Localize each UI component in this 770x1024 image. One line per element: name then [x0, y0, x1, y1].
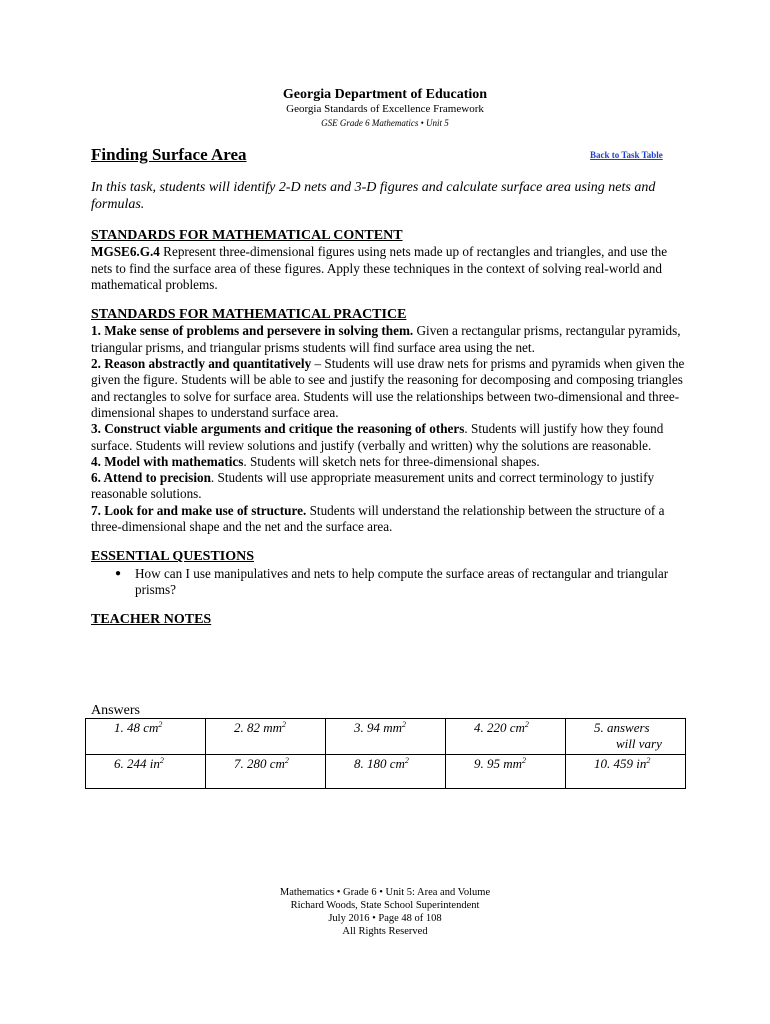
answers-row: [86, 719, 686, 755]
answer-cell: [566, 755, 686, 789]
practice-standard-separator: .: [464, 421, 471, 437]
practice-standard-label: 7. Look for and make use of structure.: [91, 502, 307, 518]
answer-text: 9. 95 mm: [474, 756, 523, 771]
answer-exponent: 2: [646, 756, 651, 765]
practice-standard-label: 4. Model with mathematics: [91, 453, 244, 469]
answer-exponent: 2: [282, 720, 287, 729]
practice-standard-text: Students will sketch nets for three-dimensional shapes.: [249, 453, 540, 469]
framework-title: Georgia Standards of Excellence Framework: [286, 103, 484, 115]
practice-standard-text: Students will use appropriate measurement units and correct terminology to justify reasonable solutions.: [91, 470, 655, 502]
task-intro: In this task, students will identify 2-D nets and 3-D figures and calculate surface area using nets and formulas.: [91, 180, 656, 212]
content-standards-heading: STANDARDS FOR MATHEMATICAL CONTENT: [91, 228, 403, 243]
answer-cell: [566, 719, 686, 755]
practice-standard-label: 1. Make sense of problems and persevere in solving them.: [91, 323, 414, 339]
answer-text: 4. 220 cm: [474, 720, 525, 735]
answer-cell: [326, 755, 446, 789]
answer-cell: [446, 719, 566, 755]
answer-text: 3. 94 mm: [354, 720, 403, 735]
answer-exponent: 2: [402, 720, 407, 729]
answer-value: [114, 756, 201, 772]
essential-question-text: How can I use manipulatives and nets to help compute the surface areas of rectangular and triangular prisms?: [135, 565, 669, 597]
practice-standard-item: [91, 503, 691, 536]
answer-cell: [86, 719, 206, 755]
answer-text: 5. answers: [594, 720, 650, 735]
answer-value: [234, 720, 321, 736]
practice-standard-item: [91, 356, 691, 421]
practice-standard-separator: .: [210, 470, 218, 486]
answer-text: 7. 280 cm: [234, 756, 285, 771]
answer-value: [474, 756, 561, 772]
answer-cell: [206, 719, 326, 755]
answer-exponent: 2: [524, 720, 529, 729]
practice-standard-separator: .: [243, 453, 250, 469]
footer-line-3: July 2016 • Page 48 of 108: [328, 913, 442, 924]
standard-code: MGSE6.G.4: [91, 244, 160, 260]
content-standard: [91, 244, 691, 293]
document-org: Georgia Department of Education: [282, 87, 488, 102]
practice-standards-heading: STANDARDS FOR MATHEMATICAL PRACTICE: [91, 307, 407, 323]
bullet-icon: ●: [115, 567, 122, 579]
answer-exponent: 2: [404, 756, 409, 765]
answer-value: [114, 720, 201, 736]
practice-standard-text: Students will justify how they found surface. Students will review solutions and justify (verbally and written) why the solutions are reasonable.: [91, 421, 664, 453]
answer-value: [354, 720, 441, 736]
unit-line: GSE Grade 6 Mathematics • Unit 5: [321, 118, 449, 128]
answer-value: [594, 756, 681, 772]
answer-value: [354, 756, 441, 772]
answer-text: 2. 82 mm: [234, 720, 283, 735]
answers-table: [85, 718, 686, 789]
answer-exponent: 2: [159, 756, 164, 765]
answer-cell: [86, 755, 206, 789]
footer-line-1: Mathematics • Grade 6 • Unit 5: Area and Volume: [279, 887, 491, 898]
answer-cell: [446, 755, 566, 789]
answer-exponent: 2: [522, 756, 527, 765]
practice-standard-text: Given a rectangular prisms, rectangular pyramids, triangular prisms, and triangular prisms students will find surface area using the net.: [91, 323, 681, 355]
answers-row: [86, 755, 686, 789]
answer-value: [474, 720, 561, 736]
answer-text: 1. 48 cm: [114, 720, 159, 735]
teacher-notes-heading: TEACHER NOTES: [91, 612, 212, 628]
answer-value: [594, 720, 681, 736]
page-footer: [0, 886, 770, 938]
main-content: [91, 228, 691, 629]
practice-standard-text: Students will understand the relationship between the structure of a three-dimensional shape and the net and the surface area.: [91, 502, 665, 535]
answers-label: Answers: [91, 703, 140, 718]
answer-value: [234, 756, 321, 772]
practice-standard-label: 3. Construct viable arguments and critique the reasoning of others: [91, 421, 465, 437]
practice-standard-text: Students will use draw nets for prisms and pyramids when given the given the figure. Students will be able to see and justify the reasoning for decomposing and composing triangles and rectangles to solve for surface area. Students will use the relationships between two-dimensional and three-dimensional shapes to understand surface area.: [91, 356, 685, 420]
practice-standard-label: 2. Reason abstractly and quantitatively: [91, 356, 312, 372]
answer-text: 10. 459 in: [594, 756, 647, 771]
back-to-task-table-link[interactable]: Back to Task Table: [590, 150, 663, 160]
practice-standards-list: [91, 323, 691, 535]
answer-text: 8. 180 cm: [354, 756, 405, 771]
practice-standard-item: [91, 454, 691, 470]
answer-cell: [206, 755, 326, 789]
page-title: Finding Surface Area: [91, 145, 247, 164]
answer-text: 6. 244 in: [114, 756, 160, 771]
answer-text-line-2: will vary: [616, 736, 662, 751]
footer-line-2: Richard Woods, State School Superintendent: [290, 900, 480, 911]
footer-line-4: All Rights Reserved: [342, 926, 428, 937]
essential-question-item: [91, 566, 691, 599]
answer-exponent: 2: [284, 756, 289, 765]
practice-standard-item: [91, 470, 691, 503]
practice-standard-item: [91, 323, 691, 356]
practice-standard-item: [91, 421, 691, 454]
answer-exponent: 2: [158, 720, 163, 729]
answer-cell: [326, 719, 446, 755]
practice-standard-separator: –: [311, 356, 325, 372]
standard-text: Represent three-dimensional figures using nets made up of rectangles and triangles, and use the nets to find the surface area of these figures. Apply these techniques in the context of solving real-world and mathematical problems.: [91, 244, 668, 292]
essential-questions-heading: ESSENTIAL QUESTIONS: [91, 549, 255, 565]
practice-standard-label: 6. Attend to precision: [91, 470, 211, 486]
